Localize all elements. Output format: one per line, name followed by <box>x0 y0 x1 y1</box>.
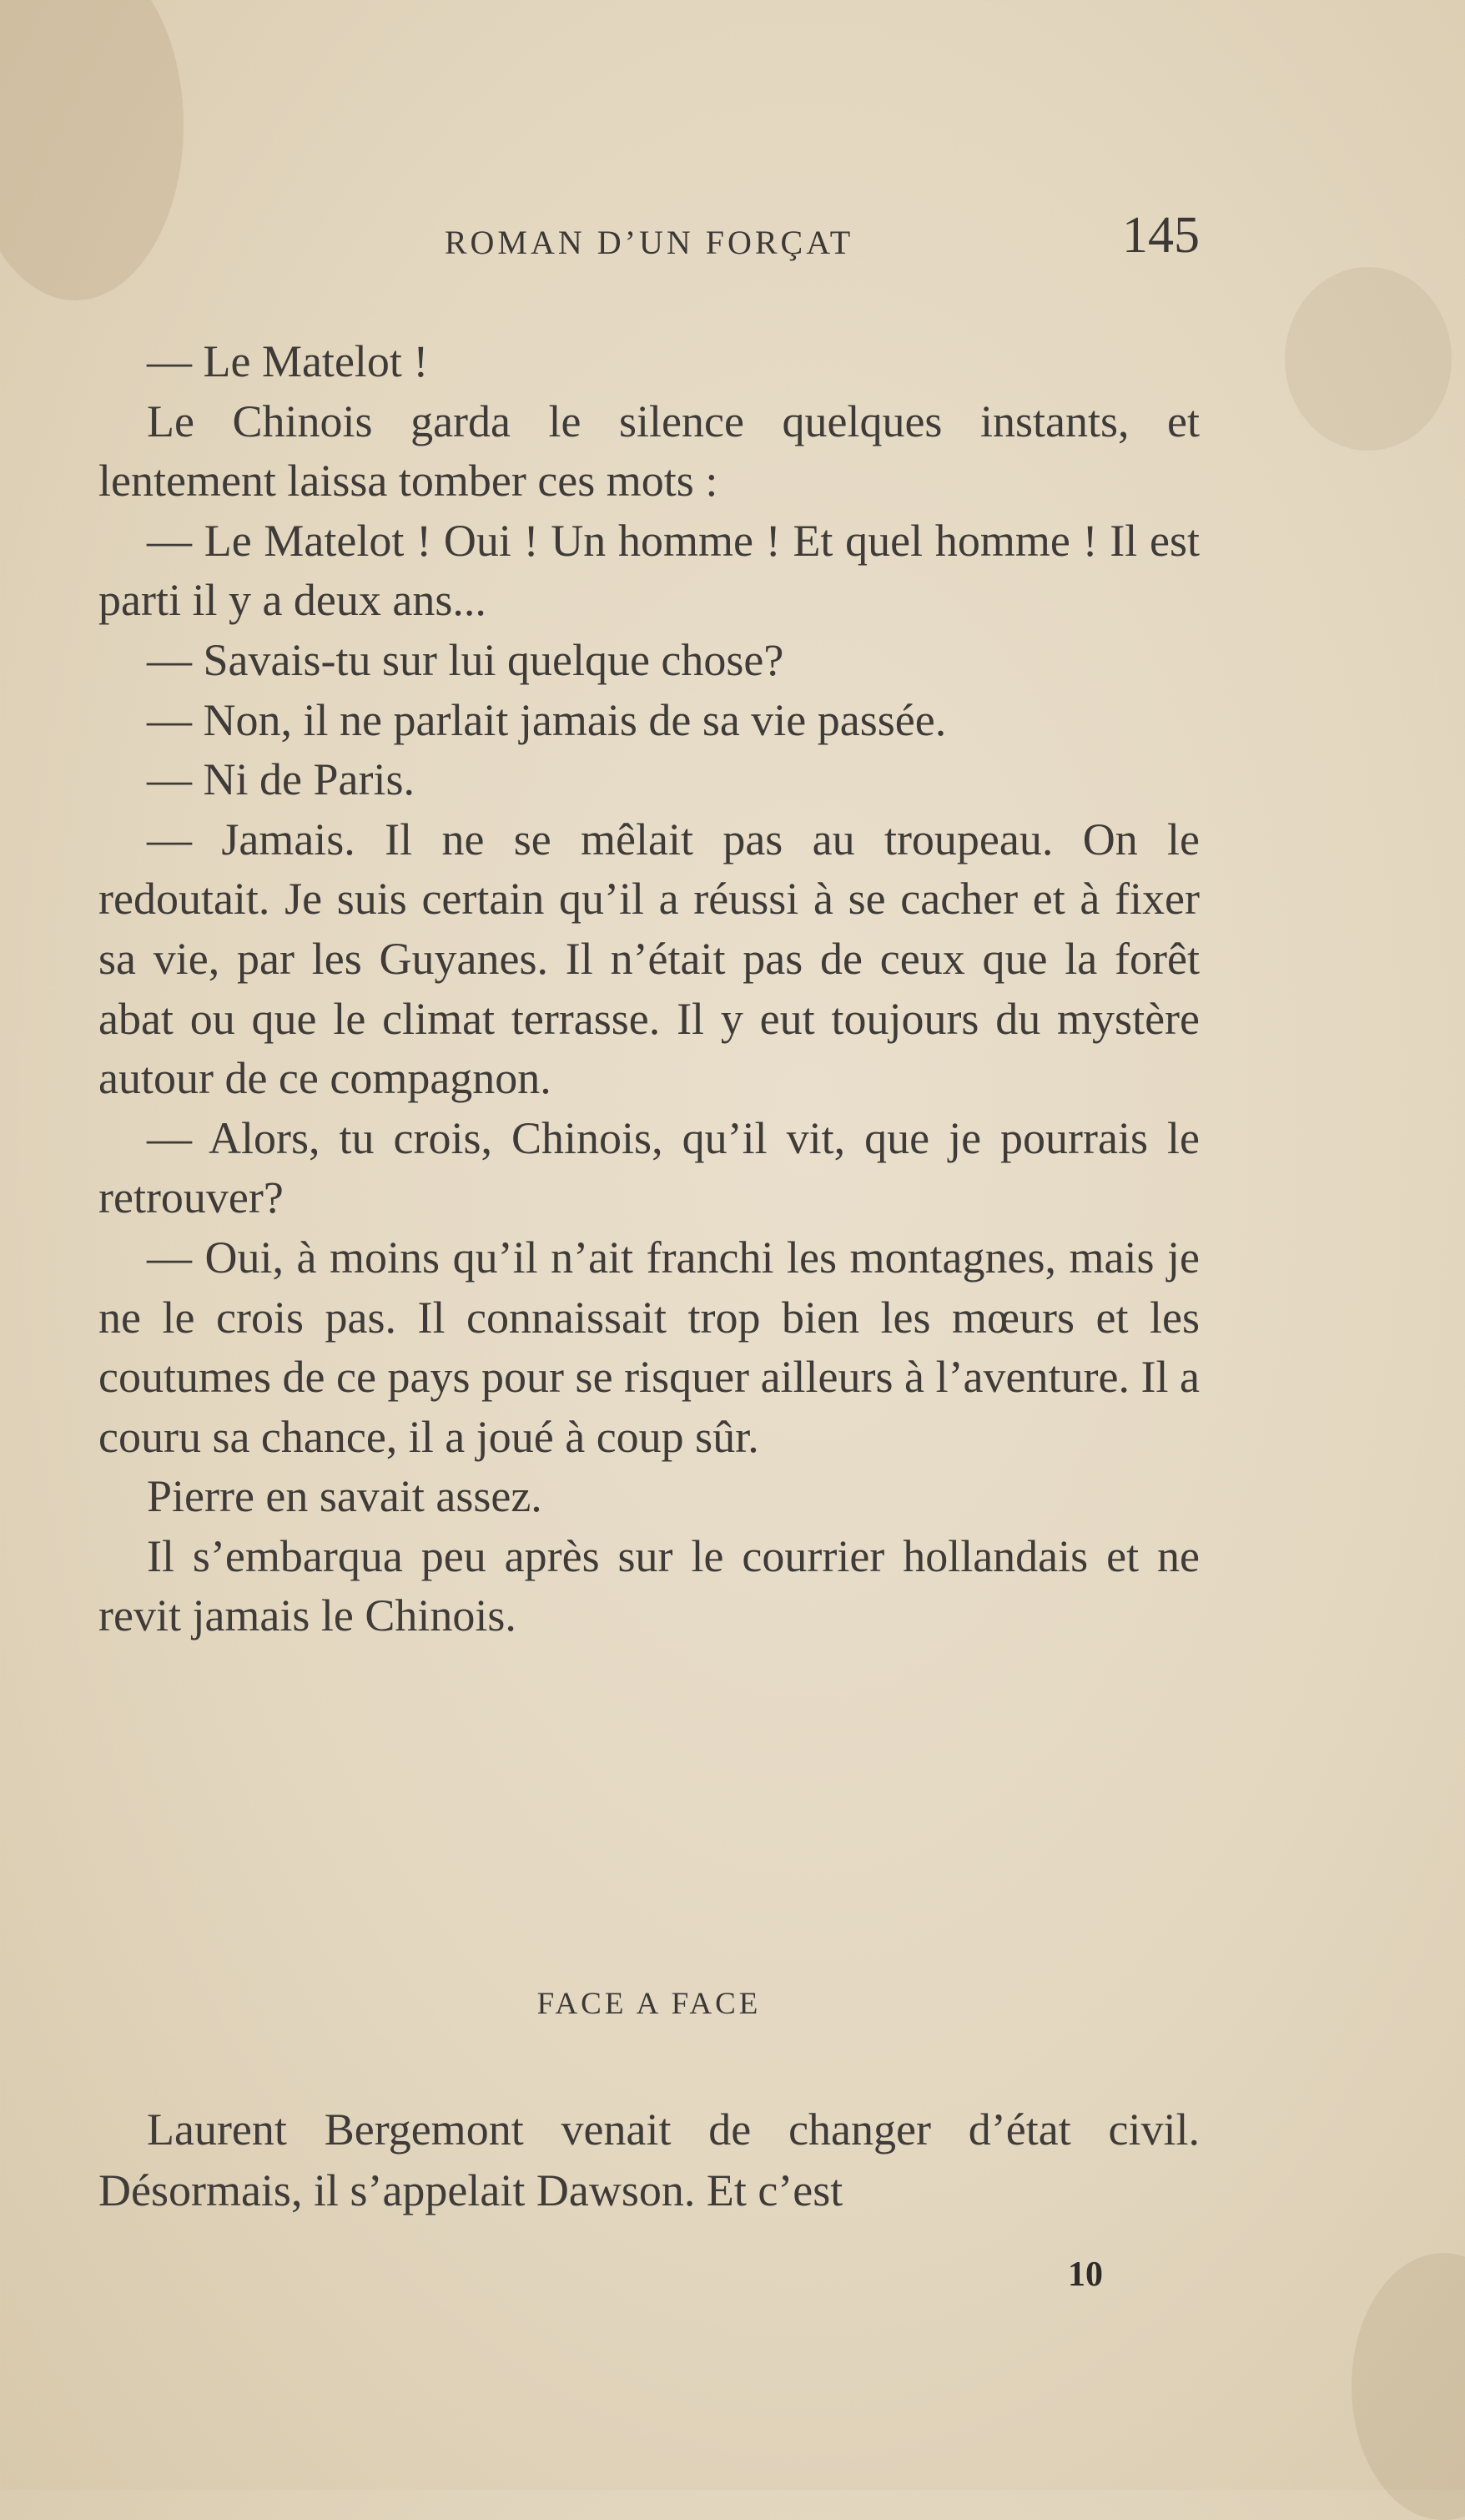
paragraph: — Savais-tu sur lui quelque chose? <box>147 634 784 685</box>
paragraph: — Oui, à moins qu’il n’ait franchi les montagnes, mais je ne le crois pas. Il connaissait trop bien les mœurs et les coutumes de ce pays pour se risquer ailleurs à l’aventure. Il a couru sa chance, il a joué à coup sûr. <box>98 1232 1200 1462</box>
paragraph: — Non, il ne parlait jamais de sa vie passée. <box>147 694 947 745</box>
body-text <box>98 332 1200 1646</box>
paragraph: — Jamais. Il ne se mêlait pas au troupeau. On le redoutait. Je suis certain qu’il a réussi à se cacher et à fixer sa vie, par les Guyanes. Il n’était pas de ceux que la forêt abat ou que le climat terrasse. Il y eut toujours du mystère autour de ce compagnon. <box>98 814 1200 1104</box>
page-number: 145 <box>1122 207 1200 264</box>
paragraph: — Le Matelot ! Oui ! Un homme ! Et quel homme ! Il est parti il y a deux ans... <box>98 515 1200 626</box>
paper-stain <box>1352 2253 1465 2520</box>
paragraph: Il s’embarqua peu après sur le courrier hollandais et ne revit jamais le Chinois. <box>98 1530 1200 1641</box>
paragraph: — Le Matelot ! <box>147 336 429 386</box>
section-title: FACE A FACE <box>536 1987 762 2021</box>
paragraph: Laurent Bergemont venait de changer d’état civil. Désormais, il s’appelait Dawson. Et c’est <box>98 2104 1200 2215</box>
running-title: ROMAN D’UN FORÇAT <box>444 224 854 261</box>
paragraph: — Ni de Paris. <box>147 754 415 805</box>
paragraph: Pierre en savait assez. <box>147 1471 542 1522</box>
paper-stain <box>1285 267 1452 451</box>
paragraph: Le Chinois garda le silence quelques instants, et lentement laissa tomber ces mots : <box>98 396 1200 507</box>
page-header <box>98 204 1200 271</box>
section-body <box>98 2099 1200 2221</box>
signature-mark: 10 <box>1068 2255 1103 2294</box>
paragraph: — Alors, tu crois, Chinois, qu’il vit, que je pourrais le retrouver? <box>98 1112 1200 1223</box>
